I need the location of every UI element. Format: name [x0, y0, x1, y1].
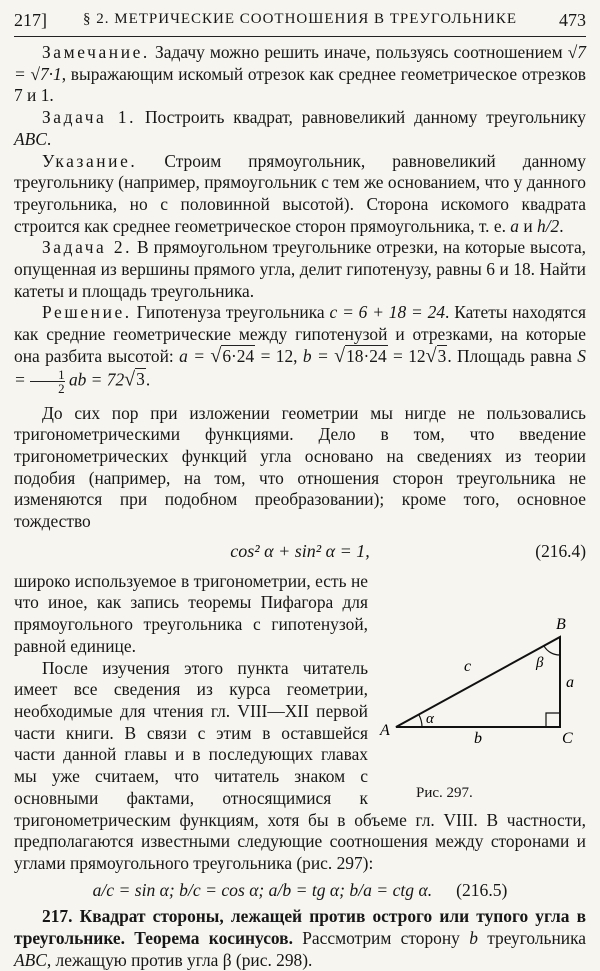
fraction-numerator: 1 — [30, 368, 65, 382]
solution-s-mid: ab = 72 — [64, 369, 125, 390]
task2-paragraph — [14, 237, 586, 302]
task1-label: Задача 1. — [42, 107, 137, 128]
solution-text-2: . Катеты находятся как средние геометрические между гипотенузой и отрезками, на которые она разбита высотой: — [14, 302, 586, 366]
task1-end: . — [46, 128, 52, 149]
pythagoras-paragraph: широко используемое в тригонометрии, есть не что иное, как запись теоремы Пифагора для прямоугольного треугольника с гипотенузой, равной единице. — [14, 570, 368, 656]
running-title: § 2. МЕТРИЧЕСКИЕ СООТНОШЕНИЯ В ТРЕУГОЛЬНИКЕ — [82, 11, 517, 27]
label-alpha: α — [426, 710, 434, 727]
identity-number: (216.4) — [535, 540, 586, 561]
relations-formula: a/c = sin α; b/c = cos α; a/b = tg α; b/a = ctg α. — [92, 879, 433, 900]
label-side-c: c — [464, 657, 472, 675]
solution-end: . — [145, 369, 151, 390]
figure-297 — [376, 575, 586, 807]
remark-formula: √7 = √7·1 — [14, 42, 586, 84]
identity-formula: cos² α + sin² α = 1, — [230, 540, 370, 561]
trig-paragraph: До сих пор при изложении геометрии мы нигде не пользовались тригонометрическими функциями. Дело в том, что введение тригонометрических функций угла основано на сведениях из теории подобия (например, на том, что отношения сторон треугольника не изменяются при подобном преобразовании); кроме того, основное тождество — [14, 402, 586, 532]
label-side-a: a — [566, 673, 574, 691]
section-217-title: 217. Квадрат стороны, лежащей против острого или тупого угла в треугольнике. Теорема косинусов. — [14, 906, 586, 949]
remark-text: Задачу можно решить иначе, пользуясь соотношением — [149, 42, 568, 62]
section-217-triangle: ABC — [14, 949, 47, 970]
relations-number: (216.5) — [456, 879, 508, 900]
remark-paragraph — [14, 42, 586, 107]
identity-formula-row — [14, 539, 586, 567]
solution-c-expr: c = 6 + 18 = 24 — [329, 302, 446, 323]
task1-triangle: ABC — [14, 128, 47, 149]
sqrt-sign: √ — [124, 368, 136, 391]
label-C: C — [562, 729, 573, 747]
right-angle-mark — [546, 713, 560, 727]
after-paragraph: После изучения этого пункта читатель имеет все сведения из курса геометрии, необходимые для чтения гл. VIII—XII первой части книги. В связи с этим в оставшейся части данной главы и в последующих главах мы уже считаем, что читатель знаком с основными фактами, относящимися к тригонометрическим функциям, хотя бы в объеме гл. VIII. В частности, предполагаются известными следующие соотношения между сторонами и углами прямоугольного треугольника (рис. 297): — [14, 657, 586, 873]
solution-b-lhs: b = — [302, 345, 335, 366]
section-217-paragraph — [14, 906, 586, 971]
solution-b-radicand: 18·24 — [346, 345, 387, 366]
hint-text: Строим прямоугольник, равновеликий данному треугольнику (например, прямоугольник с тем же основанием, что у данного треугольника, но с половинной высотой). Сторона искомого квадрата строится как среднее геометрическое сторон прямоугольника, т. е. — [14, 150, 586, 236]
solution-a-lhs: a = — [179, 345, 211, 366]
solution-paragraph — [14, 302, 586, 394]
task2-text: В прямоугольном треугольнике отрезки, на которые высота, опущенная из вершины прямого угла, делит гипотенузу, равны 6 и 18. Найти катеты и площадь треугольника. — [14, 237, 587, 301]
solution-a-rhs: = 12, — [255, 345, 298, 366]
label-A: A — [380, 721, 390, 739]
label-side-b: b — [474, 729, 482, 747]
sqrt-sign: √ — [210, 344, 222, 367]
figure-caption: Рис. 297. — [416, 784, 473, 801]
fraction-one-half — [30, 368, 65, 395]
page-body — [14, 42, 586, 971]
solution-text-3: . Площадь равна — [447, 345, 578, 366]
section-217-text-3: , лежащую против угла β (рис. 298). — [46, 949, 313, 970]
task2-label: Задача 2. — [42, 237, 133, 258]
section-217-text: Рассмотрим сторону — [292, 928, 470, 949]
solution-s-lhs: S = — [14, 345, 586, 390]
triangle-shape — [396, 637, 560, 727]
sqrt-sign: √ — [334, 344, 346, 367]
label-beta: β — [536, 654, 544, 671]
label-B: B — [556, 615, 566, 633]
page-number-left: 217] — [14, 10, 47, 30]
hint-label: Указание. — [42, 150, 138, 171]
fraction-denominator: 2 — [58, 380, 65, 396]
task1-paragraph — [14, 107, 586, 150]
solution-b-rhs: = 12 — [387, 345, 426, 366]
sqrt-sign: √ — [425, 344, 437, 367]
page-header — [14, 6, 586, 37]
section-217-b: b — [469, 928, 478, 949]
right-triangle-diagram — [376, 575, 586, 780]
solution-a-radicand: 6·24 — [222, 345, 255, 366]
hint-end: . — [559, 215, 564, 236]
hint-and: и — [519, 215, 538, 236]
hint-h2: h/2 — [537, 215, 560, 236]
hint-paragraph — [14, 151, 586, 238]
solution-s-radicand: 3 — [136, 369, 145, 390]
angle-beta-arc — [544, 646, 560, 655]
relations-formula-row — [14, 880, 586, 902]
solution-b-radicand-2: 3 — [437, 345, 447, 366]
task1-text: Построить квадрат, равновеликий данному треугольнику — [136, 107, 586, 128]
angle-alpha-arc — [419, 715, 422, 727]
remark-label: Замечание. — [42, 42, 150, 62]
solution-text: Гипотенуза треугольника — [131, 302, 330, 323]
hint-a: a — [510, 215, 519, 236]
remark-text-end: , выражающим искомый отрезок как среднее геометрическое отрезков 7 и 1. — [14, 63, 586, 106]
page-number-right: 473 — [559, 10, 586, 30]
section-217-text-2: треугольника — [477, 928, 586, 949]
solution-label: Решение. — [42, 302, 132, 323]
